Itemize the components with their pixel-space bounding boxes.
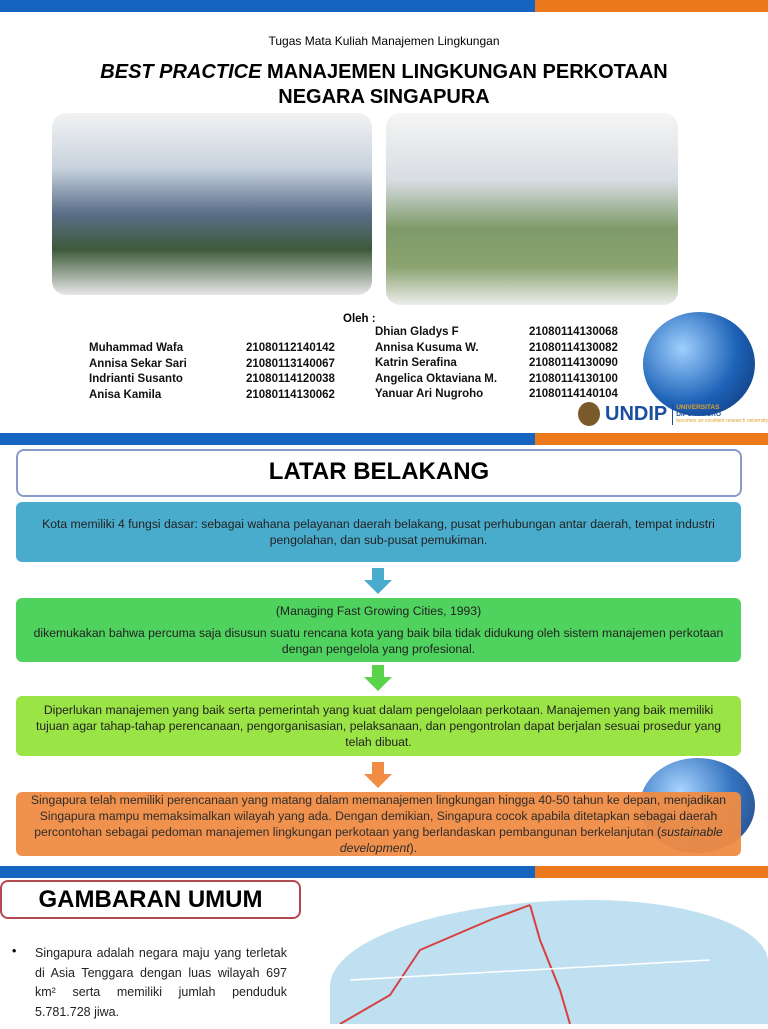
member: Annisa Sekar Sari 21080113140067 [89,357,335,370]
flow-box-1 [16,502,741,562]
flow-box-4 [16,792,741,856]
arrow-down-icon [364,762,392,788]
flow-box-2 [16,598,741,662]
flow-box-3 [16,696,741,756]
slide2-color-bar [0,433,768,445]
title-line2: NEGARA SINGAPURA [278,86,490,108]
undip-logo [578,402,768,426]
members-right [375,325,618,403]
slide3-color-bar [0,866,768,878]
top-color-bar [0,0,768,12]
logo-tagline: becomes an excellent research university [676,417,768,424]
box4-text: Singapura telah memiliki perencanaan yang matang dalam memanajemen lingkungan hingga 40-50 tahun ke depan, menjadikan Singapura mampu memaksimalkan wilayah yang ada. Dengan demikian, Singapura cocok apabila ditetapkan sebagai daerah percontohan sebagai pedoman manajemen lingkungan perkotaan yang berlandaskan pembangunan berkelanjutan (sustainable development). [30,793,727,855]
member: Dhian Gladys F 21080114130068 [375,326,618,338]
member: Katrin Serafina 21080114130090 [375,357,618,369]
oleh-label: Oleh : [343,313,376,325]
title-rest: MANAJEMEN LINGKUNGAN PERKOTAAN [261,61,668,83]
member: Muhammad Wafa 21080112140142 [89,342,335,354]
course-subtitle: Tugas Mata Kuliah Manajemen Lingkungan [268,34,500,48]
member: Anisa Kamila 21080114130062 [89,388,335,401]
latar-belakang-title: LATAR BELAKANG [16,449,742,497]
bullet-text-1: Singapura adalah negara maju yang terletak di Asia Tenggara dengan luas wilayah 697 km² serta memiliki jumlah penduduk 5.781.728 jiwa. [35,946,287,1019]
box1-text: Kota memiliki 4 fungsi dasar: sebagai wahana pelayanan daerah belakang, pusat perhubungan antar daerah, tempat industri pengolahan, dan sub-pusat pemukiman. [42,517,715,547]
arrow-down-icon [364,568,392,594]
arrow-down-icon [364,665,392,691]
singapore-skyline-photo [52,113,372,295]
gambaran-umum-title: GAMBARAN UMUM [0,880,301,919]
logo-text: UNDIP [605,402,668,425]
slide1-title [0,60,768,110]
members-left [89,341,335,403]
member: Angelica Oktaviana M. 21080114130100 [375,372,618,385]
member: Indrianti Susanto 21080114120038 [89,373,335,385]
box2-text: dikemukakan bahwa percuma saja disusun suatu rencana kota yang baik bila tidak didukung oleh sistem manajemen perkotaan dengan pengelola yang profesional. [33,626,724,656]
title-italic: BEST PRACTICE [100,61,262,83]
bullet-icon: • [12,944,17,958]
logo-sub1: UNIVERSITAS [676,403,720,411]
undip-seal-icon [578,402,600,426]
box3-text: Diperlukan manajemen yang baik serta pemerintah yang kuat dalam pengelolaan perkotaan. Manajemen yang baik memiliki tujuan agar tahap-tahap perencanaan, pengorganisasian, pelaksanaan, dan pengontrolan dapat berjalan sesuai prosedur yang telah dibuat. [35,703,722,749]
globe-icon [643,312,755,416]
esplanade-photo [386,113,678,305]
member: Annisa Kusuma W. 21080114130082 [375,341,618,354]
box2-reference: (Managing Fast Growing Cities, 1993) [275,604,482,618]
map-routes [330,900,768,1024]
logo-sub2: DIPONEGORO [676,410,722,418]
member: Yanuar Ari Nugroho 21080114140104 [375,388,618,400]
singapore-map [330,900,768,1024]
